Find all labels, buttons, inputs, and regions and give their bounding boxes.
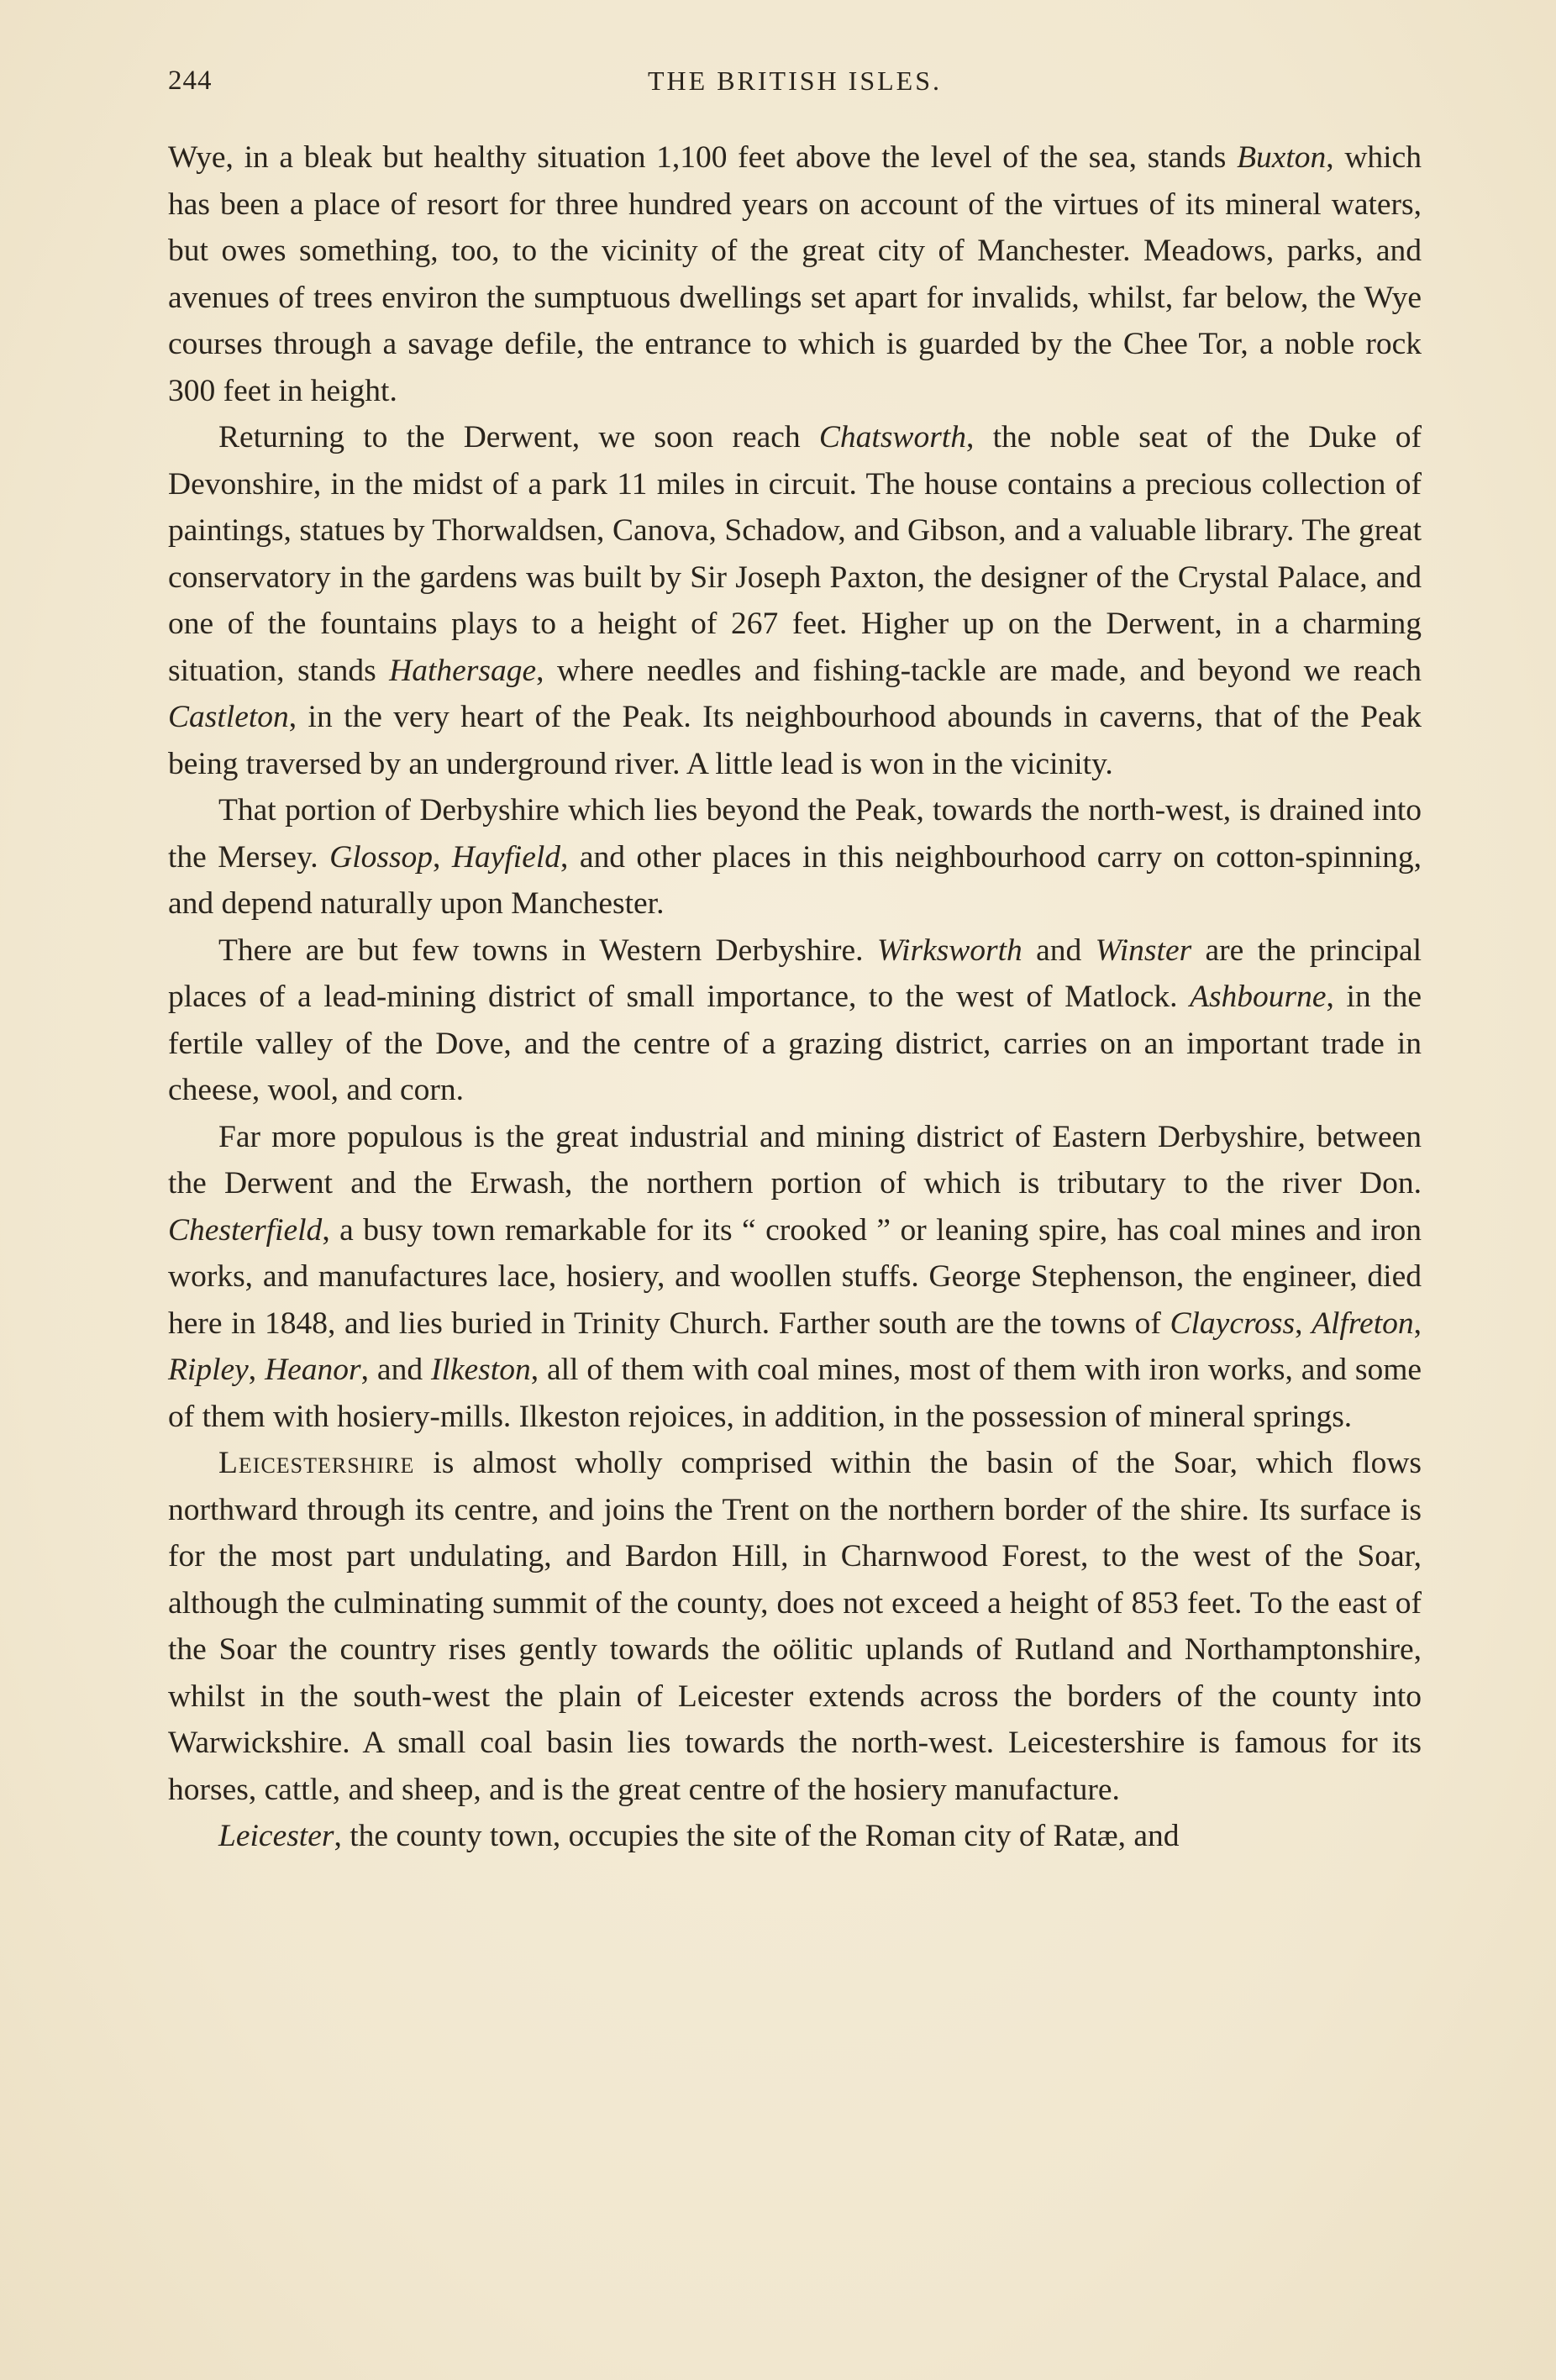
paragraph-buxton: Wye, in a bleak but healthy situation 1,100 feet above the level of the sea, stands Buxton, which has been a place of resort for three hundred years on account of the virtues of its mineral waters, but owes something, too, to the vicinity of the great city of Manchester. Meadows, parks, and avenues of trees environ the sumptuous dwellings set apart for invalids, whilst, far below, the Wye courses through a savage defile, the entrance to which is guarded by the Chee Tor, a noble rock 300 feet in height. [168,140,1422,408]
place-name: Heanor [265,1353,361,1387]
paragraph-glossop: That portion of Derbyshire which lies beyond the Peak, towards the north-west, is drained into the Mersey. Glossop, Hayfield, and other places in this neighbourhood carry on cotton-spinning, and depend naturally upon Manchester. [168,793,1422,921]
place-name: Ashbourne [1190,980,1327,1014]
place-name: Ilkeston [430,1353,531,1387]
running-title: THE BRITISH ISLES. [648,66,942,96]
paragraph-leicestershire: Leicestershire is almost wholly comprised within the basin of the Soar, which flows northward through its centre, and joins the Trent on the northern border of the shire. Its surface is for the most part undulating, and Bardon Hill, in Charnwood Forest, to the west of the Soar, although the culminating summit of the county, does not exceed a height of 853 feet. To the east of the Soar the country rises gently towards the oölitic uplands of Rutland and Northamptonshire, whilst in the south-west the plain of Leicester extends across the borders of the county into Warwickshire. A small coal basin lies towards the north-west. Leicestershire is famous for its horses, cattle, and sheep, and is the great centre of the hosiery manufacture. [168,1446,1422,1807]
place-name: Alfreton [1312,1306,1414,1341]
place-name: Glossop [329,839,434,875]
place-name: Chesterfield [168,1212,323,1248]
paragraph-leicester: Leicester, the county town, occupies the site of the Roman city of Ratæ, and [218,1819,1180,1853]
place-name: Leicester [218,1819,334,1853]
paragraph-western-derbyshire: There are but few towns in Western Derbyshire. Wirksworth and Winster are the principal places of a lead-mining district of small importance, to the west of Matlock. Ashbourne, in the fertile valley of the Dove, and the centre of a grazing district, carries on an important trade in cheese, wool, and corn. [168,933,1422,1107]
page-header [168,66,1422,116]
page-number: 244 [168,66,213,96]
place-name: Hathersage [389,653,537,688]
place-name: Claycross [1170,1306,1296,1341]
place-name: Winster [1095,933,1192,968]
county-heading: Leicestershire [218,1446,415,1480]
place-name: Buxton [1237,140,1327,175]
place-name: Hayfield [451,839,561,875]
place-name: Castleton [168,700,289,734]
place-name: Chatsworth [818,420,966,454]
place-name: Ripley [168,1353,249,1387]
place-name: Wirksworth [876,933,1022,968]
paragraph-chatsworth: Returning to the Derwent, we soon reach Chatsworth, the noble seat of the Duke of Devonshire, in the midst of a park 11 miles in circuit. The house contains a precious collection of paintings, statues by Thorwaldsen, Canova, Schadow, and Gibson, and a valuable library. The great conservatory in the gardens was built by Sir Joseph Paxton, the designer of the Crystal Palace, and one of the fountains plays to a height of 267 feet. Higher up on the Derwent, in a charming situation, stands Hathersage, where needles and fishing-tackle are made, and beyond we reach Castleton, in the very heart of the Peak. Its neighbourhood abounds in caverns, that of the Peak being traversed by an underground river. A little lead is won in the vicinity. [168,420,1422,781]
body-text [168,134,1422,1860]
paragraph-eastern-derbyshire: Far more populous is the great industrial and mining district of Eastern Derbyshire, between the Derwent and the Erwash, the northern portion of which is tributary to the river Don. Chesterfield, a busy town remarkable for its “ crooked ” or leaning spire, has coal mines and iron works, and manufactures lace, hosiery, and woollen stuffs. George Stephenson, the engineer, died here in 1848, and lies buried in Trinity Church. Farther south are the towns of Claycross, Alfreton, Ripley, Heanor, and Ilkeston, all of them with coal mines, most of them with iron works, and some of them with hosiery-mills. Ilkeston rejoices, in addition, in the possession of mineral springs. [168,1119,1422,1434]
